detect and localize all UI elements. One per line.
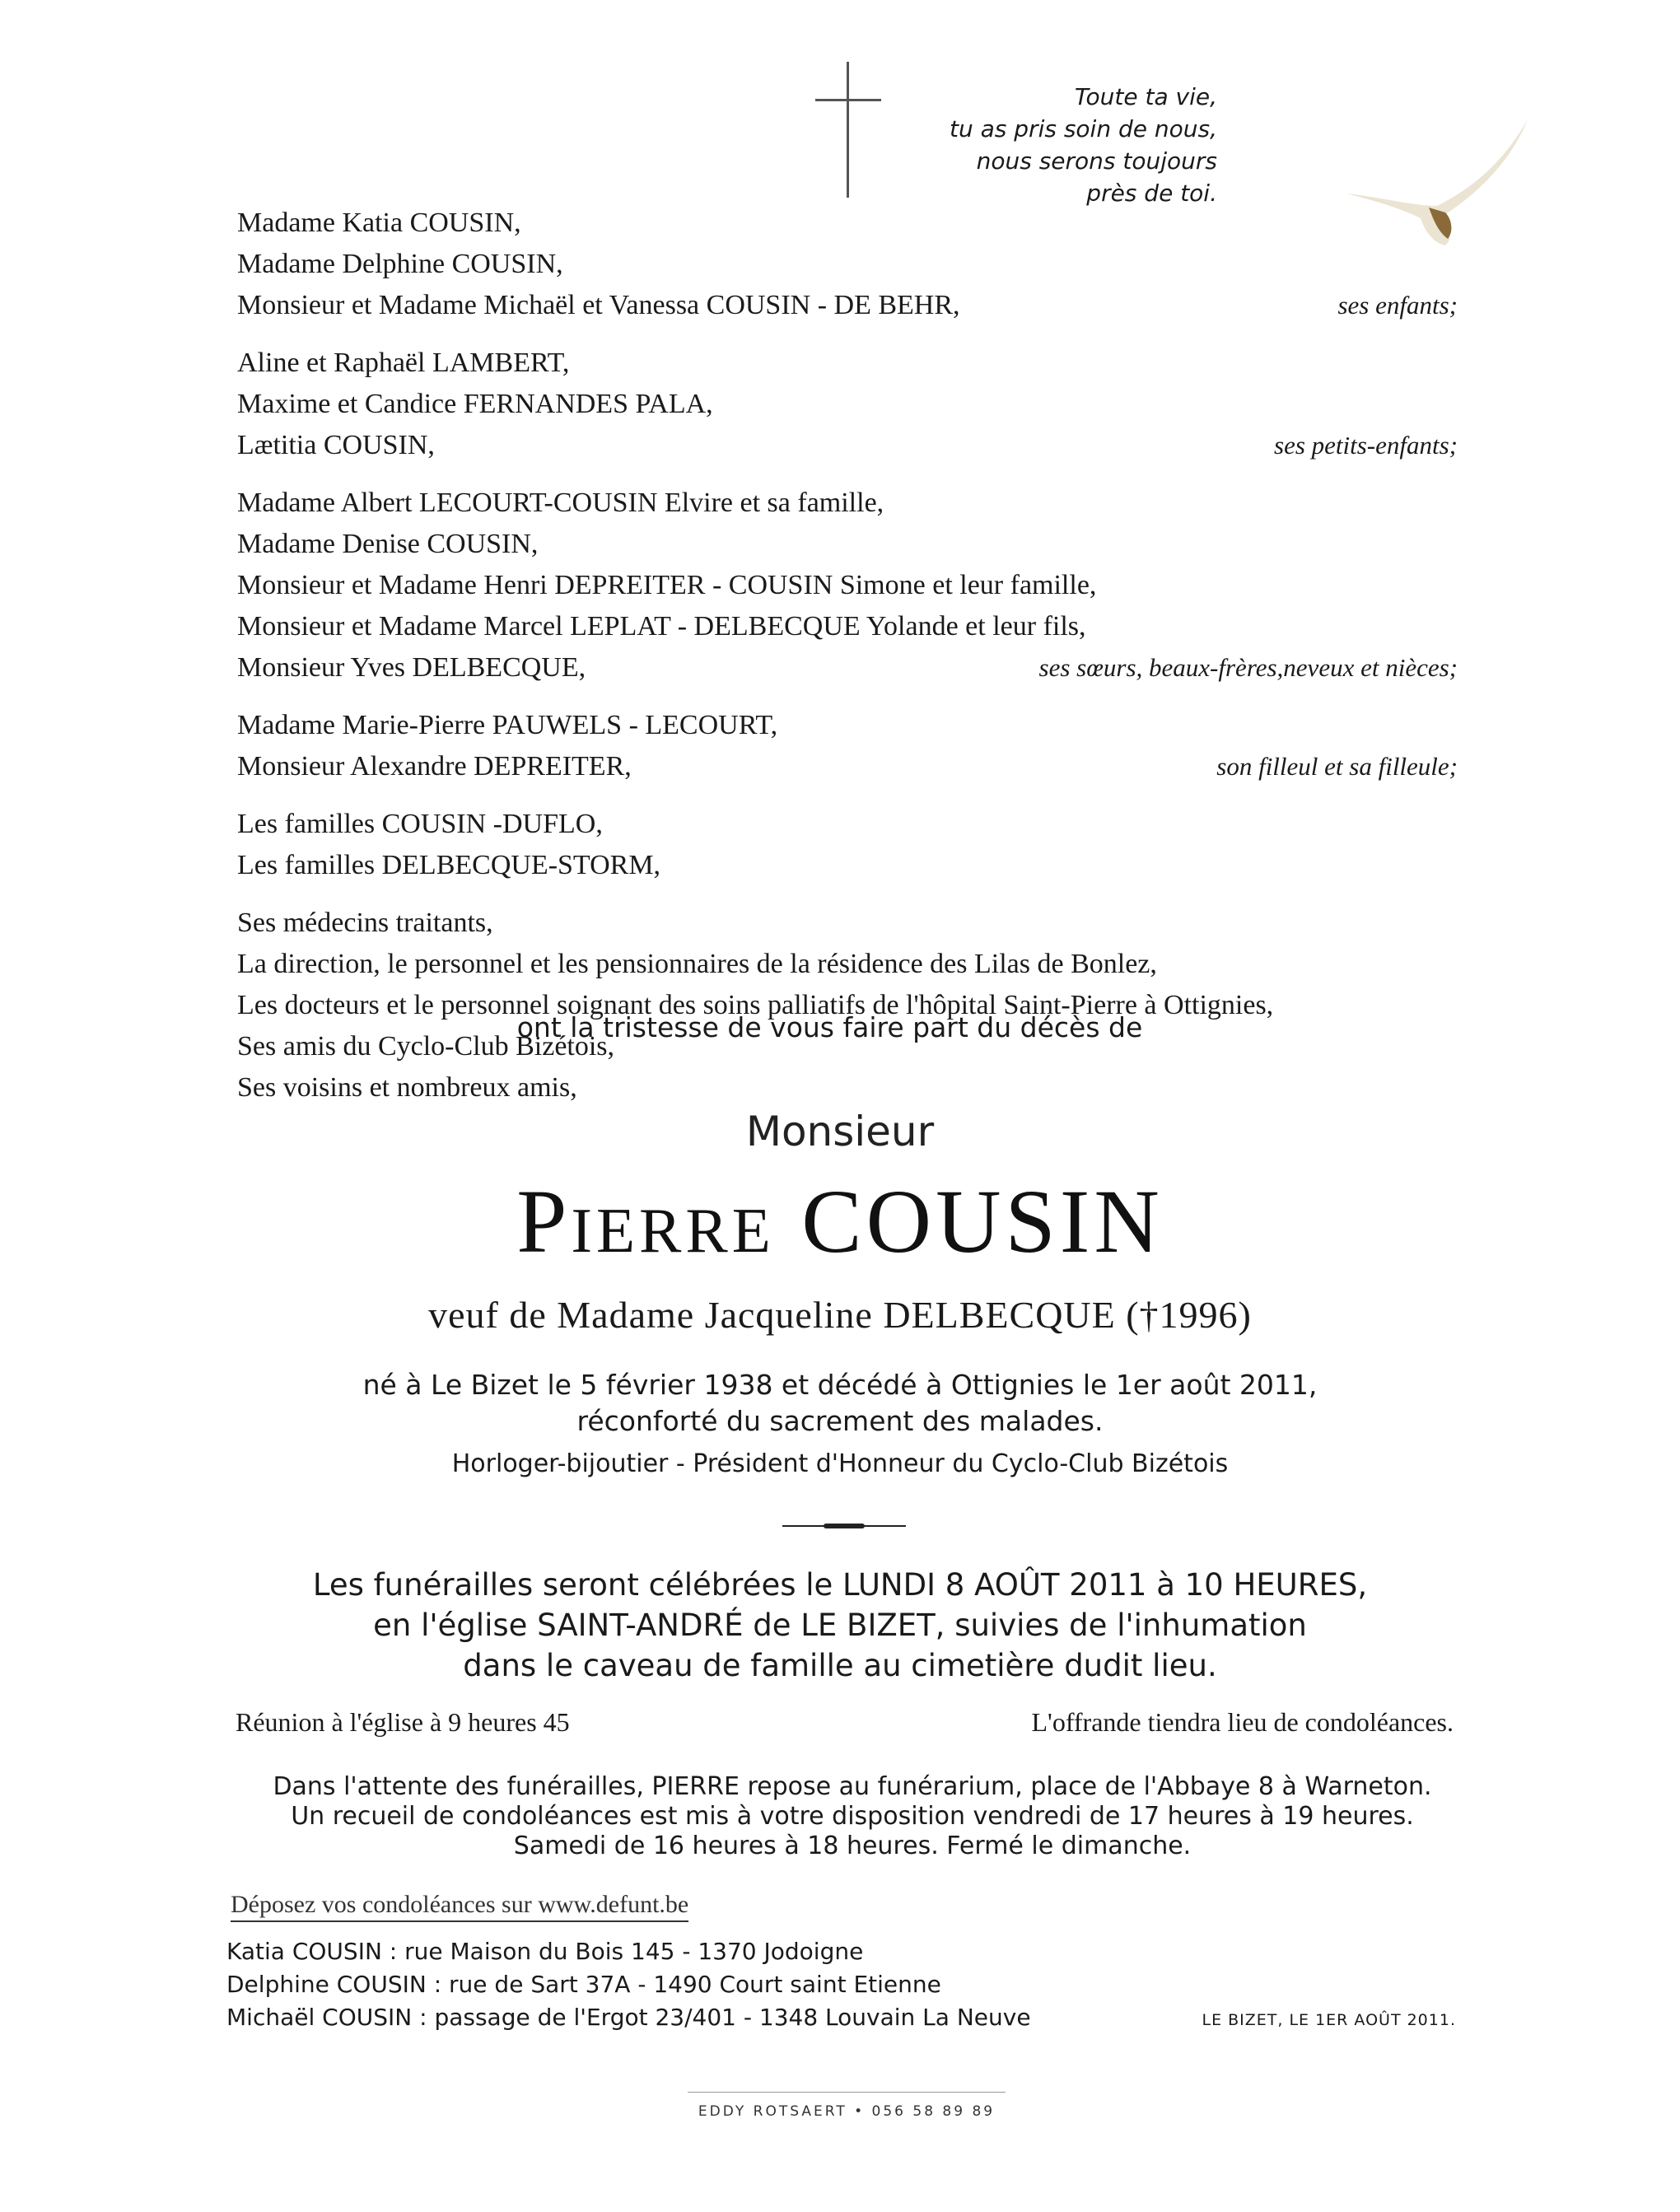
family-line: Les docteurs et le personnel soignant des soins palliatifs de l'hôpital Saint-Pierre à Ottignies, — [237, 990, 1274, 1020]
family-line: Monsieur Yves DELBECQUE, — [237, 652, 586, 683]
offering-info: L'offrande tiendra lieu de condoléances. — [1031, 1707, 1454, 1737]
family-line: Madame Denise COUSIN, — [237, 529, 539, 559]
family-line: Madame Delphine COUSIN, — [237, 249, 563, 279]
divider — [782, 1524, 906, 1528]
children-group — [237, 203, 1458, 326]
birth-line: né à Le Bizet le 5 février 1938 et décédé à Ottignies le 1er août 2011, — [362, 1369, 1318, 1401]
waiting-line: Samedi de 16 heures à 18 heures. Fermé le dimanche. — [513, 1832, 1192, 1860]
deceased-name: Pierre COUSIN — [516, 1171, 1164, 1272]
family-line: Maxime et Candice FERNANDES PALA, — [237, 389, 713, 419]
quote-line: tu as pris soin de nous, — [950, 115, 1217, 142]
family-line: Monsieur et Madame Michaël et Vanessa COUSIN - DE BEHR, — [237, 290, 960, 320]
family-line: Les familles DELBECQUE-STORM, — [237, 850, 661, 880]
announcement-intro: ont la tristesse de vous faire part du décès de — [516, 1011, 1143, 1043]
others-group — [237, 903, 1458, 1108]
condolence-link[interactable]: Déposez vos condoléances sur www.defunt.be — [231, 1891, 688, 1922]
relation-label: ses sœurs, beaux-frères,neveux et nièces; — [1038, 653, 1458, 682]
funeral-line: dans le caveau de famille au cimetière dudit lieu. — [463, 1648, 1217, 1683]
quote-line: près de toi. — [1086, 180, 1217, 207]
cross-icon — [815, 62, 881, 198]
birth-death-info — [0, 1367, 1680, 1440]
profession: Horloger-bijoutier - Président d'Honneur du Cyclo-Club Bizétois — [451, 1449, 1229, 1478]
printer-credit: EDDY ROTSAERT • 056 58 89 89 — [688, 2092, 1006, 2126]
relation-label: ses enfants; — [1337, 291, 1458, 320]
address-list — [226, 1935, 1050, 2034]
address-line: Delphine COUSIN : rue de Sart 37A - 1490 Court saint Etienne — [226, 1971, 941, 1998]
family-list — [237, 203, 1458, 1125]
relation-label: ses petits-enfants; — [1274, 431, 1458, 460]
place-date: LE BIZET, LE 1ER AOÛT 2011. — [1202, 2011, 1456, 2029]
family-line: Monsieur et Madame Marcel LEPLAT - DELBECQUE Yolande et leur fils, — [237, 611, 1086, 642]
address-line: Michaël COUSIN : passage de l'Ergot 23/401 - 1348 Louvain La Neuve — [226, 2004, 1031, 2031]
title-monsieur: Monsieur — [745, 1108, 935, 1155]
relation-label: son filleul et sa filleule; — [1216, 752, 1458, 781]
waiting-line: Dans l'attente des funérailles, PIERRE repose au funérarium, place de l'Abbaye 8 à Warneton. — [273, 1772, 1432, 1801]
family-line: Ses amis du Cyclo-Club Bizétois, — [237, 1031, 615, 1062]
widower-line: veuf de Madame Jacqueline DELBECQUE (†1996) — [428, 1294, 1252, 1336]
quote-line: nous serons toujours — [976, 147, 1217, 175]
family-line: Ses médecins traitants, — [237, 908, 493, 938]
quote-line: Toute ta vie, — [1074, 83, 1217, 110]
family-line: Madame Albert LECOURT-COUSIN Elvire et sa famille, — [237, 488, 884, 518]
funeral-details — [0, 1565, 1680, 1686]
family-line: Les familles COUSIN -DUFLO, — [237, 809, 603, 839]
godchildren-group — [237, 705, 1458, 787]
sacrament-line: réconforté du sacrement des malades. — [576, 1405, 1104, 1437]
siblings-group — [237, 483, 1458, 688]
meeting-info: Réunion à l'église à 9 heures 45 — [236, 1707, 570, 1737]
family-line: Monsieur et Madame Henri DEPREITER - COUSIN Simone et leur famille, — [237, 570, 1097, 600]
families-group — [237, 804, 1458, 886]
funeral-home-info — [0, 1772, 1680, 1861]
family-line: Monsieur Alexandre DEPREITER, — [237, 751, 632, 782]
family-line: Madame Marie-Pierre PAUWELS - LECOURT, — [237, 710, 778, 740]
funeral-line: Les funérailles seront célébrées le LUNDI 8 AOÛT 2011 à 10 HEURES, — [312, 1567, 1368, 1603]
grandchildren-group — [237, 343, 1458, 466]
family-line: Ses voisins et nombreux amis, — [237, 1072, 577, 1103]
waiting-line: Un recueil de condoléances est mis à votre disposition vendredi de 17 heures à 19 heures. — [291, 1802, 1414, 1831]
family-line: Lætitia COUSIN, — [237, 430, 435, 460]
family-line: La direction, le personnel et les pensionnaires de la résidence des Lilas de Bonlez, — [237, 949, 1157, 979]
family-line: Aline et Raphaël LAMBERT, — [237, 348, 570, 378]
quote — [888, 81, 1217, 209]
address-line: Katia COUSIN : rue Maison du Bois 145 - 1370 Jodoigne — [226, 1938, 864, 1965]
funeral-line: en l'église SAINT-ANDRÉ de LE BIZET, suivies de l'inhumation — [373, 1608, 1307, 1643]
family-line: Madame Katia COUSIN, — [237, 208, 521, 238]
